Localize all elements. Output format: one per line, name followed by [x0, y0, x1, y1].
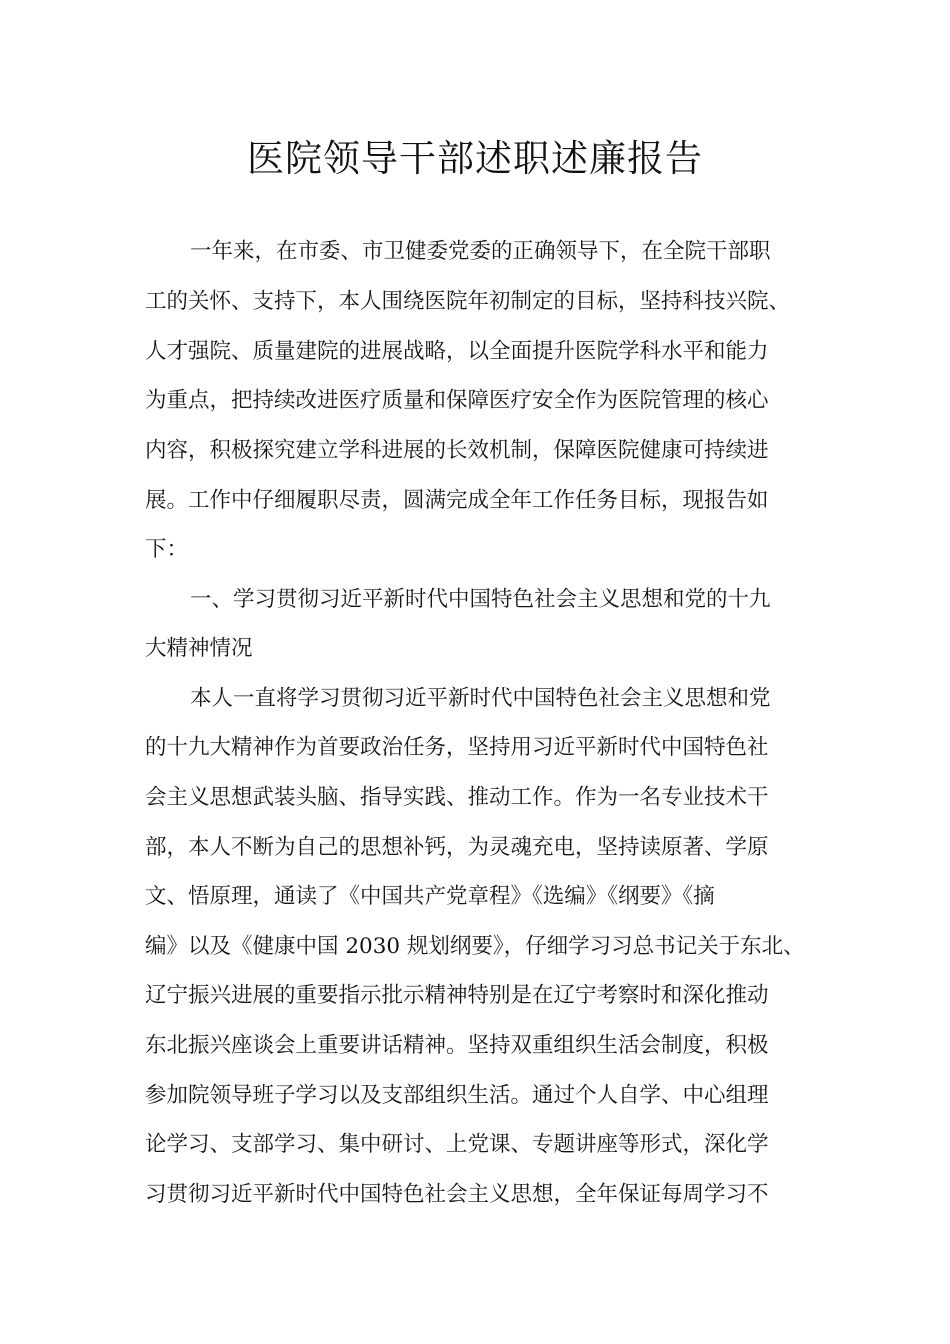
paragraph-line: 下： [145, 537, 189, 562]
paragraph-line: 习贯彻习近平新时代中国特色社会主义思想，全年保证每周学习不 [145, 1182, 769, 1207]
paragraph-line: 文、悟原理，通读了《中国共产党章程》《选编》《纲要》《摘 [145, 884, 715, 909]
paragraph-line: 部，本人不断为自己的思想补钙，为灵魂充电，坚持读原著、学原 [145, 835, 769, 860]
section-heading-line: 一、学习贯彻习近平新时代中国特色社会主义思想和党的十九 [190, 587, 771, 612]
paragraph-line: 本人一直将学习贯彻习近平新时代中国特色社会主义思想和党 [190, 686, 771, 711]
paragraph-line: 辽宁振兴进展的重要指示批示精神特别是在辽宁考察时和深化推动 [145, 983, 769, 1008]
paragraph-line: 内容，积极探究建立学科进展的长效机制，保障医院健康可持续进 [145, 438, 769, 463]
paragraph-line: 一年来，在市委、市卫健委党委的正确领导下，在全院干部职 [190, 239, 771, 264]
paragraph-line: 为重点，把持续改进医疗质量和保障医疗安全作为医院管理的核心 [145, 388, 769, 413]
paragraph-line: 人才强院、质量建院的进展战略，以全面提升医院学科水平和能力 [145, 339, 769, 364]
paragraph-line: 会主义思想武装头脑、指导实践、推动工作。作为一名专业技术干 [145, 785, 769, 810]
paragraph-line: 论学习、支部学习、集中研讨、上党课、专题讲座等形式，深化学 [145, 1132, 769, 1157]
paragraph-line: 编》以及《健康中国 2030 规划纲要》，仔细学习习总书记关于东北、 [145, 934, 805, 959]
document-title: 医院领导干部述职述廉报告 [247, 137, 703, 180]
paragraph-line: 工的关怀、支持下，本人围绕医院年初制定的目标，坚持科技兴院、 [145, 289, 791, 314]
paragraph-line: 展。工作中仔细履职尽责，圆满完成全年工作任务目标，现报告如 [145, 488, 769, 513]
section-heading-line: 大精神情况 [145, 636, 253, 661]
paragraph-line: 的十九大精神作为首要政治任务，坚持用习近平新时代中国特色社 [145, 735, 769, 760]
paragraph-line: 东北振兴座谈会上重要讲话精神。坚持双重组织生活会制度，积极 [145, 1033, 769, 1058]
paragraph-line: 参加院领导班子学习以及支部组织生活。通过个人自学、中心组理 [145, 1083, 769, 1108]
